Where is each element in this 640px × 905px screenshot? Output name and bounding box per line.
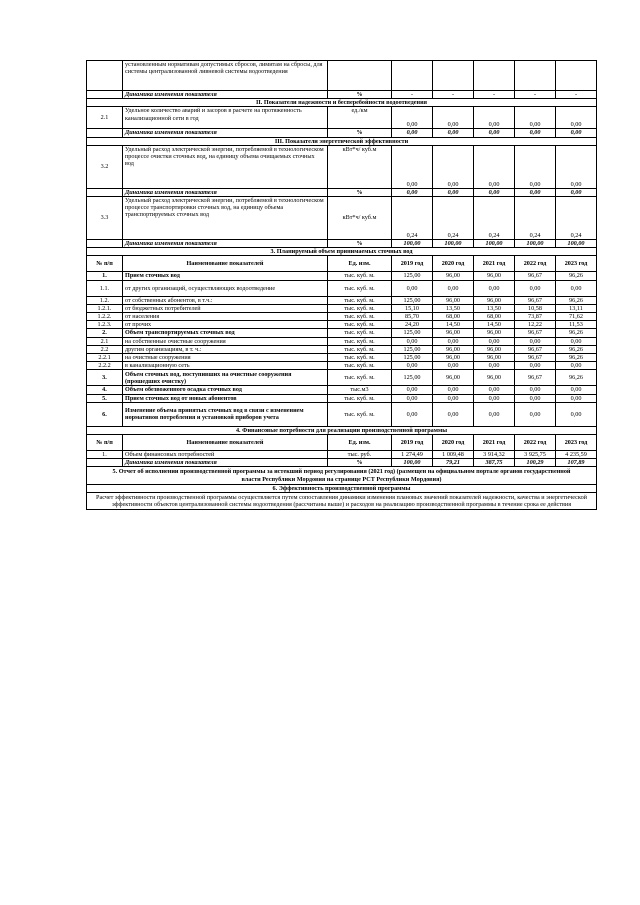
dynamics-label: Динамика изменения показателя — [123, 129, 328, 137]
dynamics-label: Динамика изменения показателя — [123, 459, 328, 467]
unit-cell: тыс. куб. м. — [328, 329, 392, 337]
value-cell: 100,00 — [556, 240, 597, 248]
dynamics-unit: % — [328, 459, 392, 467]
indicator-name: Прием сточных вод от новых абонентов — [123, 394, 328, 402]
indicator-name: Прием сточных вод — [123, 272, 328, 280]
value-cell: 0,00 — [515, 362, 556, 370]
value-cell: 96,26 — [556, 370, 597, 386]
value-cell: 0,00 — [433, 129, 474, 137]
finance-row — [87, 451, 597, 459]
row-number: 1.2.1. — [87, 304, 123, 312]
planned-row — [87, 272, 597, 280]
value-cell: 96,00 — [474, 296, 515, 304]
row-number: 6. — [87, 402, 123, 426]
value-cell: 0,00 — [433, 402, 474, 426]
value-cell: 125,00 — [392, 272, 433, 280]
row-number: 3.3 — [87, 197, 123, 240]
planned-row — [87, 345, 597, 353]
indicators-table — [86, 60, 597, 510]
value-cell: 3 914,32 — [474, 451, 515, 459]
value-cell: 0,00 — [556, 145, 597, 188]
value-cell: 0,00 — [433, 280, 474, 296]
planned-row — [87, 394, 597, 402]
value-cell: 0,00 — [556, 394, 597, 402]
value-cell: 96,26 — [556, 329, 597, 337]
efficiency-text: Расчет эффективности производственной программы осуществляется путем сопоставления динамики изменения плановых значений показателей надежности, качества и энергетической эффективности объектов централизованной системы водоотведения (рассчитаны выше) и расходов на реализацию производственной программы в течение срока ее действия — [87, 493, 597, 510]
unit-cell: тыс. куб. м. — [328, 337, 392, 345]
value-cell: 125,00 — [392, 296, 433, 304]
value-cell: 96,67 — [515, 354, 556, 362]
indicator-name: Удельный расход электрической энергии, потребляемой в технологическом процессе транспортировки сточных вод, на единицу объема транспортируемых сточных вод — [123, 197, 328, 240]
value-cell: 0,00 — [392, 280, 433, 296]
value-cell: - — [556, 91, 597, 99]
section-3-header — [87, 137, 597, 145]
value-cell: 0,00 — [474, 362, 515, 370]
column-header: 2020 год — [433, 256, 474, 272]
value-cell: 0,00 — [474, 188, 515, 196]
unit-cell: тыс. куб. м. — [328, 321, 392, 329]
planned-volume-header — [87, 248, 597, 256]
value-cell: 0,00 — [515, 129, 556, 137]
value-cell: 125,00 — [392, 329, 433, 337]
value-cell: 0,00 — [556, 280, 597, 296]
value-cell: 0,24 — [474, 197, 515, 240]
value-cell: 0,00 — [515, 394, 556, 402]
row-number: 5. — [87, 394, 123, 402]
indicator-name: на очистные сооружения — [123, 354, 328, 362]
indicator-name: на собственные очистные сооружения — [123, 337, 328, 345]
value-cell: 96,00 — [474, 272, 515, 280]
value-cell: 15,10 — [392, 304, 433, 312]
dynamics-unit: % — [328, 188, 392, 196]
dynamics-row — [87, 91, 597, 99]
value-cell: 0,00 — [474, 402, 515, 426]
indicator-name: другим организациям, в т. ч.: — [123, 345, 328, 353]
value-cell: 68,00 — [433, 313, 474, 321]
document-page — [86, 60, 596, 510]
section-title: 4. Финансовые потребности для реализации производственной программы — [87, 426, 597, 434]
row-number: 2. — [87, 329, 123, 337]
value-cell: 12,22 — [515, 321, 556, 329]
value-cell: 100,00 — [474, 240, 515, 248]
value-cell: 0,00 — [515, 386, 556, 394]
value-cell: 100,00 — [392, 459, 433, 467]
unit-cell: тыс. куб. м. — [328, 296, 392, 304]
value-cell: 125,00 — [392, 370, 433, 386]
value-cell: 96,67 — [515, 345, 556, 353]
value-cell: 96,67 — [515, 296, 556, 304]
value-cell: 96,00 — [433, 296, 474, 304]
row-number: 1.2. — [87, 296, 123, 304]
indicator-name: от других организаций, осуществляющих водоотведение — [123, 280, 328, 296]
value-cell: 85,70 — [392, 313, 433, 321]
indicator-name: в канализационную сеть — [123, 362, 328, 370]
planned-column-headers — [87, 256, 597, 272]
value-cell: 0,00 — [392, 145, 433, 188]
unit-cell: кВт*ч/ куб.м — [328, 145, 392, 188]
section-2-header — [87, 99, 597, 107]
row-number: 2.2.2 — [87, 362, 123, 370]
planned-row — [87, 321, 597, 329]
unit-cell: тыс. куб. м. — [328, 272, 392, 280]
value-cell: 13,11 — [556, 304, 597, 312]
value-cell: 0,00 — [392, 386, 433, 394]
value-cell: 100,00 — [392, 240, 433, 248]
planned-row — [87, 354, 597, 362]
indicator-name: Объем сточных вод, поступивших на очистные сооружения (прошедших очистку) — [123, 370, 328, 386]
value-cell: 0,00 — [392, 129, 433, 137]
value-cell: 0,00 — [474, 280, 515, 296]
value-cell: 0,00 — [556, 386, 597, 394]
dynamics-row — [87, 188, 597, 196]
value-cell: 0,00 — [433, 394, 474, 402]
column-header: Ед. изм. — [328, 435, 392, 451]
value-cell: 0,00 — [433, 337, 474, 345]
dynamics-label: Динамика изменения показателя — [123, 91, 328, 99]
value-cell: 0,00 — [515, 107, 556, 129]
indicator-name: Изменение объема принятых сточных вод в связи с изменением нормативов потребления и установкой приборов учета — [123, 402, 328, 426]
value-cell: 96,00 — [433, 370, 474, 386]
value-cell: 0,00 — [392, 337, 433, 345]
value-cell: 96,00 — [474, 329, 515, 337]
value-cell: 0,00 — [474, 386, 515, 394]
value-cell: 0,00 — [433, 107, 474, 129]
indicator-name: Объем обезвоженного осадка сточных вод — [123, 386, 328, 394]
value-cell: 0,24 — [433, 197, 474, 240]
value-cell: 0,00 — [515, 280, 556, 296]
column-header: 2022 год — [515, 435, 556, 451]
indicator-name: Удельный расход электрической энергии, потребляемой в технологическом процессе очистки сточных вод, на единицу объема очищаемых сточных вод — [123, 145, 328, 188]
planned-row — [87, 280, 597, 296]
value-cell: 11,53 — [556, 321, 597, 329]
value-cell: 1 274,49 — [392, 451, 433, 459]
value-cell: 0,00 — [474, 145, 515, 188]
value-cell: 10,58 — [515, 304, 556, 312]
value-cell: 0,00 — [515, 337, 556, 345]
value-cell: - — [474, 91, 515, 99]
indicator-name: от населения — [123, 313, 328, 321]
report-header — [87, 467, 597, 484]
value-cell: 387,75 — [474, 459, 515, 467]
section-title: III. Показатели энергетической эффективности — [87, 137, 597, 145]
value-cell: 96,00 — [433, 345, 474, 353]
indicator-name: установленным нормативам допустимых сбросов, лимитам на сбросы, для системы централизованной ливневой системы водоотведения — [123, 61, 328, 91]
unit-cell: кВт*ч/ куб.м — [328, 197, 392, 240]
value-cell: 0,00 — [433, 145, 474, 188]
value-cell: 96,00 — [433, 272, 474, 280]
efficiency-text-row — [87, 493, 597, 510]
indicator-name: Объем финансовых потребностей — [123, 451, 328, 459]
column-header: 2019 год — [392, 256, 433, 272]
unit-cell: тыс. куб. м. — [328, 304, 392, 312]
value-cell: 3 925,75 — [515, 451, 556, 459]
unit-cell: тыс. куб. м. — [328, 354, 392, 362]
value-cell: 0,00 — [556, 402, 597, 426]
value-cell: - — [433, 91, 474, 99]
unit-cell: тыс. куб. м. — [328, 394, 392, 402]
planned-row — [87, 313, 597, 321]
value-cell: 0,00 — [392, 188, 433, 196]
value-cell: 68,00 — [474, 313, 515, 321]
column-header: 2021 год — [474, 256, 515, 272]
value-cell: - — [515, 91, 556, 99]
unit-cell: тыс. куб. м. — [328, 280, 392, 296]
row-number: 1.2.3. — [87, 321, 123, 329]
dynamics-row — [87, 459, 597, 467]
row-number: 2.2 — [87, 345, 123, 353]
section-title: 6. Эффективность производственной программы — [87, 484, 597, 492]
row-number: 3. — [87, 370, 123, 386]
value-cell: 0,00 — [474, 337, 515, 345]
efficiency-header — [87, 484, 597, 492]
unit-cell: тыс. куб. м. — [328, 313, 392, 321]
column-header: № п/п — [87, 435, 123, 451]
indicator-name: от прочих — [123, 321, 328, 329]
row-number: 2.2.1 — [87, 354, 123, 362]
dynamics-label: Динамика изменения показателя — [123, 240, 328, 248]
planned-row — [87, 370, 597, 386]
finance-column-headers — [87, 435, 597, 451]
value-cell: 107,89 — [556, 459, 597, 467]
unit-cell: ед./км — [328, 107, 392, 129]
value-cell: 100,29 — [515, 459, 556, 467]
row-number: 1.1. — [87, 280, 123, 296]
value-cell: 0,00 — [556, 337, 597, 345]
column-header: Ед. изм. — [328, 256, 392, 272]
value-cell: - — [392, 91, 433, 99]
planned-row — [87, 304, 597, 312]
value-cell: 4 235,59 — [556, 451, 597, 459]
indicator-row — [87, 107, 597, 129]
value-cell: 96,26 — [556, 354, 597, 362]
section-title: II. Показатели надежности и бесперебойности водоотведения — [87, 99, 597, 107]
value-cell: 96,00 — [433, 354, 474, 362]
indicator-name: от бюджетных потребителей — [123, 304, 328, 312]
column-header: 2022 год — [515, 256, 556, 272]
value-cell: 96,67 — [515, 329, 556, 337]
value-cell: 125,00 — [392, 354, 433, 362]
planned-row — [87, 337, 597, 345]
unit-cell: тыс.м3 — [328, 386, 392, 394]
column-header: 2023 год — [556, 256, 597, 272]
planned-row — [87, 329, 597, 337]
value-cell: 96,67 — [515, 370, 556, 386]
planned-volume-body — [87, 272, 597, 426]
dynamics-row — [87, 129, 597, 137]
value-cell: 0,00 — [433, 188, 474, 196]
column-header: № п/п — [87, 256, 123, 272]
dynamics-unit: % — [328, 91, 392, 99]
value-cell: 0,00 — [474, 107, 515, 129]
value-cell: 13,50 — [474, 304, 515, 312]
value-cell: 73,87 — [515, 313, 556, 321]
value-cell: 0,00 — [392, 107, 433, 129]
planned-row — [87, 402, 597, 426]
value-cell: 96,00 — [474, 354, 515, 362]
value-cell: 100,00 — [433, 240, 474, 248]
value-cell: 13,50 — [433, 304, 474, 312]
section1-continuation-row — [87, 61, 597, 91]
value-cell: 79,21 — [433, 459, 474, 467]
column-header: 2021 год — [474, 435, 515, 451]
value-cell: 96,26 — [556, 296, 597, 304]
unit-cell: тыс. куб. м. — [328, 402, 392, 426]
section-title: 5. Отчет об исполнении производственной программы за истекший период регулирования (2021 год) (размещен на официальном портале органов государственной власти Республики Мордовия на странице РСТ Республики Мордовия) — [87, 467, 597, 484]
value-cell: 0,00 — [556, 107, 597, 129]
value-cell: 0,00 — [556, 188, 597, 196]
dynamics-unit: % — [328, 129, 392, 137]
value-cell: 0,24 — [515, 197, 556, 240]
value-cell: 0,00 — [556, 129, 597, 137]
dynamics-label: Динамика изменения показателя — [123, 188, 328, 196]
value-cell: 0,00 — [433, 386, 474, 394]
value-cell: 0,00 — [392, 394, 433, 402]
value-cell: 125,00 — [392, 345, 433, 353]
value-cell: 14,50 — [474, 321, 515, 329]
planned-row — [87, 362, 597, 370]
column-header: 2019 год — [392, 435, 433, 451]
section-title: 3. Планируемый объем принимаемых сточных вод — [87, 248, 597, 256]
unit-cell: тыс. руб. — [328, 451, 392, 459]
value-cell: 0,00 — [433, 362, 474, 370]
column-header: 2020 год — [433, 435, 474, 451]
column-header: Наименование показателей — [123, 435, 328, 451]
value-cell: 0,00 — [515, 188, 556, 196]
row-number: 1.2.2. — [87, 313, 123, 321]
value-cell: 0,00 — [474, 129, 515, 137]
unit-cell: тыс. куб. м. — [328, 362, 392, 370]
value-cell: 96,00 — [474, 370, 515, 386]
planned-row — [87, 296, 597, 304]
value-cell: 24,20 — [392, 321, 433, 329]
value-cell: 14,50 — [433, 321, 474, 329]
value-cell: 0,24 — [392, 197, 433, 240]
indicator-row — [87, 145, 597, 188]
value-cell: 96,67 — [515, 272, 556, 280]
value-cell: 0,00 — [515, 145, 556, 188]
indicator-name: от собственных абонентов, в т.ч.: — [123, 296, 328, 304]
row-number: 2.1 — [87, 337, 123, 345]
value-cell: 0,00 — [474, 394, 515, 402]
value-cell: 0,00 — [556, 362, 597, 370]
row-number: 3.2 — [87, 145, 123, 188]
value-cell: 0,00 — [392, 362, 433, 370]
value-cell: 96,26 — [556, 345, 597, 353]
row-number: 4. — [87, 386, 123, 394]
value-cell: 0,00 — [515, 402, 556, 426]
column-header: 2023 год — [556, 435, 597, 451]
value-cell: 96,26 — [556, 272, 597, 280]
row-number: 1. — [87, 451, 123, 459]
value-cell: 0,00 — [392, 402, 433, 426]
value-cell: 100,00 — [515, 240, 556, 248]
unit-cell: тыс. куб. м. — [328, 345, 392, 353]
finance-header — [87, 426, 597, 434]
row-number: 1. — [87, 272, 123, 280]
value-cell: 0,24 — [556, 197, 597, 240]
dynamics-unit: % — [328, 240, 392, 248]
value-cell: 96,00 — [433, 329, 474, 337]
row-number: 2.1 — [87, 107, 123, 129]
dynamics-row — [87, 240, 597, 248]
indicator-name: Объем транспортируемых сточных вод — [123, 329, 328, 337]
planned-row — [87, 386, 597, 394]
indicator-row — [87, 197, 597, 240]
value-cell: 71,62 — [556, 313, 597, 321]
indicator-name: Удельное количество аварий и засоров в расчете на протяженность канализационной сети в год — [123, 107, 328, 129]
column-header: Наименование показателей — [123, 256, 328, 272]
unit-cell: тыс. куб. м. — [328, 370, 392, 386]
value-cell: 1 009,48 — [433, 451, 474, 459]
value-cell: 96,00 — [474, 345, 515, 353]
